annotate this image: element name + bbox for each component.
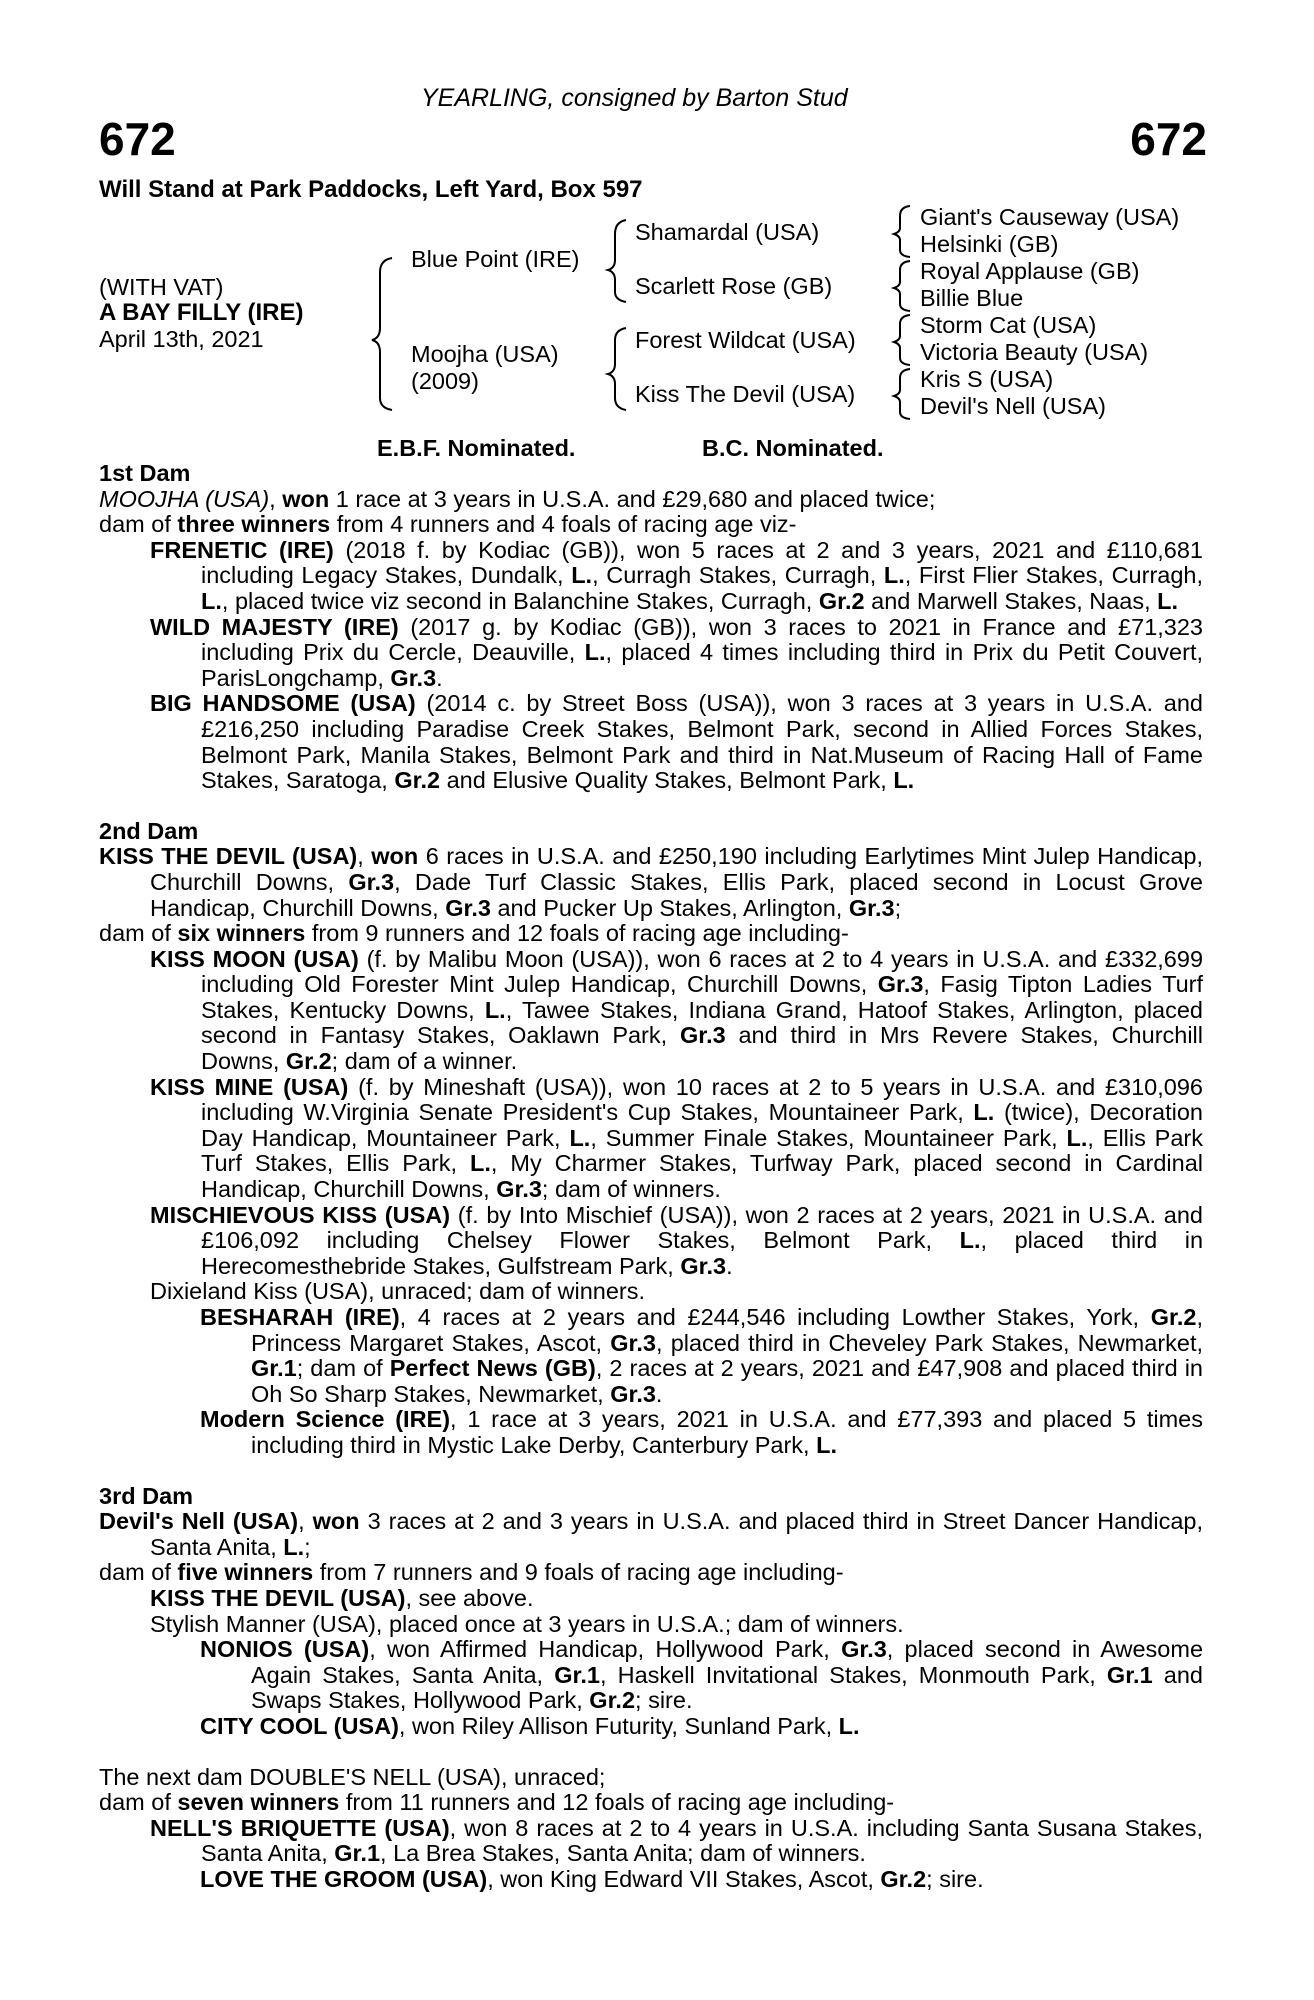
brace-sire (608, 220, 626, 302)
progeny-wild-majesty: WILD MAJESTY (IRE) (2017 g. by Kodiac (GB)), won 3 races to 2021 in France and £71,323 including Prix du Cercle, Deauville, L., placed 4 times including third in Prix du Petit Couvert, ParisLongchamp, Gr.3. (150, 613, 1203, 691)
first-dam-name: MOOJHA (USA) (99, 485, 270, 512)
lot-number-right: 672 (1130, 113, 1207, 165)
progeny-kiss-moon: KISS MOON (USA) (f. by Malibu Moon (USA)), won 6 races at 2 to 4 years in U.S.A. and £332,699 including Old Forester Mint Julep Handicap, Churchill Downs, Gr.3, Fasig Tipton Ladies Turf Stakes, Kentucky Downs, L., Tawee Stakes, Indiana Grand, Hatoof Stakes, Arlington, placed second in Fantasy Stakes, Oaklawn Park, Gr.3 and third in Mrs Revere Stakes, Churchill Downs, Gr.2; dam of a winner. (150, 945, 1204, 1075)
first-dam-heading: 1st Dam (99, 460, 191, 486)
dsd: Victoria Beauty (USA) (920, 339, 1149, 365)
vat-note: (WITH VAT) (99, 274, 224, 300)
progeny-nonios: NONIOS (USA), won Affirmed Handicap, Hollywood Park, Gr.3, placed second in Awesome Again Stakes, Santa Anita, Gr.1, Haskell Invitational Stakes, Monmouth Park, Gr.1 and Swaps Stakes, Hollywood Park, Gr.2; sire. (200, 1636, 1204, 1714)
lot-number-left: 672 (99, 113, 176, 165)
second-dam-heading: 2nd Dam (99, 817, 199, 844)
sire-sire: Shamardal (USA) (635, 219, 820, 245)
progeny-love-the-groom: LOVE THE GROOM (USA), won King Edward VII Stakes, Ascot, Gr.2; sire. (200, 1865, 984, 1892)
dam-sire: Forest Wildcat (USA) (635, 327, 856, 353)
progeny-dixieland-kiss: Dixieland Kiss (USA), unraced; dam of winners. (150, 1278, 646, 1305)
progeny-mischievous-kiss: MISCHIEVOUS KISS (USA) (f. by Into Mischief (USA)), won 2 races at 2 years, 2021 in U.S.A. and £106,092 including Chelsey Flower Stakes, Belmont Park, L., placed third in Herecomesthebride Stakes, Gulfstream Park, Gr.3. (150, 1201, 1204, 1279)
second-dam-line: KISS THE DEVIL (USA), won 6 races in U.S.A. and £250,190 including Earlytimes Mint Julep Handicap, Churchill Downs, Gr.3, Dade Turf Classic Stakes, Ellis Park, placed second in Locust Grove Handicap, Churchill Downs, Gr.3 and Pucker Up Stakes, Arlington, Gr.3; (99, 843, 1203, 921)
progeny-kiss-mine: KISS MINE (USA) (f. by Mineshaft (USA)), won 10 races at 2 to 5 years in U.S.A. and £310,096 including W.Virginia Senate President's Cup Stakes, Mountaineer Park, L. (twice), Decoration Day Handicap, Mountaineer Park, L., Summer Finale Stakes, Mountaineer Park, L., Ellis Park Turf Stakes, Ellis Park, L., My Charmer Stakes, Turfway Park, placed second in Cardinal Handicap, Churchill Downs, Gr.3; dam of winners. (150, 1073, 1204, 1203)
ddd: Devil's Nell (USA) (920, 393, 1106, 419)
sds: Royal Applause (GB) (920, 258, 1140, 284)
next-dam-produce: dam of seven winners from 11 runners and 12 foals of racing age including- (99, 1789, 895, 1816)
brace-dd (894, 369, 910, 419)
third-dam-line: Devil's Nell (USA), won 3 races at 2 and 3 years in U.S.A. and placed third in Street Dancer Handicap, Santa Anita, L.; (99, 1508, 1203, 1560)
progeny-city-cool: CITY COOL (USA), won Riley Allison Futurity, Sunland Park, L. (200, 1712, 860, 1739)
brace-ds (894, 315, 910, 365)
second-dam-produce: dam of six winners from 9 runners and 12 foals of racing age including- (99, 920, 849, 947)
stand-location: Will Stand at Park Paddocks, Left Yard, Box 597 (99, 176, 643, 203)
brace-sd (894, 261, 910, 311)
third-dam-produce: dam of five winners from 7 runners and 9 foals of racing age including- (99, 1559, 844, 1586)
progeny-modern-science: Modern Science (IRE), 1 race at 3 years, 2021 in U.S.A. and £77,393 and placed 5 times including third in Mystic Lake Derby, Canterbury Park, L. (200, 1406, 1204, 1458)
first-dam-line: MOOJHA (USA), won 1 race at 3 years in U.S.A. and £29,680 and placed twice; (99, 485, 936, 512)
consignor-line: YEARLING, consigned by Barton Stud (421, 84, 848, 112)
third-dam-heading: 3rd Dam (99, 1482, 194, 1509)
next-dam-line: The next dam DOUBLE'S NELL (USA), unraced; (99, 1763, 606, 1790)
dam-name: Moojha (USA) (411, 341, 559, 367)
brace-dam (608, 328, 626, 410)
dam-dam: Kiss The Devil (USA) (635, 381, 856, 407)
progeny-nells-briquette: NELL'S BRIQUETTE (USA), won 8 races at 2 to 4 years in U.S.A. including Santa Susana Stakes, Santa Anita, Gr.1, La Brea Stakes, Santa Anita; dam of winners. (150, 1814, 1203, 1867)
progeny-big-handsome: BIG HANDSOME (USA) (2014 c. by Street Boss (USA)), won 3 races at 3 years in U.S.A. and £216,250 including Paradise Creek Stakes, Belmont Park, second in Allied Forces Stakes, Belmont Park, Manila Stakes, Belmont Park and third in Nat.Museum of Racing Hall of Fame Stakes, Saratoga, Gr.2 and Elusive Quality Stakes, Belmont Park, L. (150, 690, 1203, 794)
horse-dob: April 13th, 2021 (99, 326, 264, 352)
ebf-nomination: E.B.F. Nominated. (377, 435, 576, 461)
horse-name: A BAY FILLY (IRE) (99, 299, 304, 326)
progeny-kiss-the-devil: KISS THE DEVIL (USA), see above. (150, 1584, 534, 1611)
dds: Kris S (USA) (920, 366, 1054, 392)
dss: Storm Cat (USA) (920, 312, 1097, 338)
dam-year: (2009) (411, 368, 479, 394)
progeny-frenetic: FRENETIC (IRE) (2018 f. by Kodiac (GB)), won 5 races at 2 and 3 years, 2021 and £110,681 including Legacy Stakes, Dundalk, L., Curragh Stakes, Curragh, L., First Flier Stakes, Curragh, L., placed twice viz second in Balanchine Stakes, Curragh, Gr.2 and Marwell Stakes, Naas, L. (150, 536, 1204, 614)
brace-ss (894, 206, 910, 257)
sdd: Billie Blue (920, 285, 1024, 311)
first-dam-produce: dam of three winners from 4 runners and 4 foals of racing age viz- (99, 511, 797, 538)
brace-main (372, 258, 392, 410)
bc-nomination: B.C. Nominated. (702, 435, 884, 461)
sire-dam: Scarlett Rose (GB) (635, 273, 833, 299)
catalogue-body (99, 461, 1203, 1892)
sire-name: Blue Point (IRE) (411, 246, 580, 272)
progeny-besharah: BESHARAH (IRE), 4 races at 2 years and £244,546 including Lowther Stakes, York, Gr.2, Princess Margaret Stakes, Ascot, Gr.3, placed third in Cheveley Park Stakes, Newmarket, Gr.1; dam of Perfect News (GB), 2 races at 2 years, 2021 and £47,908 and placed third in Oh So Sharp Stakes, Newmarket, Gr.3. (200, 1304, 1204, 1407)
ssd: Helsinki (GB) (920, 231, 1059, 257)
sss: Giant's Causeway (USA) (920, 204, 1180, 230)
progeny-stylish-manner: Stylish Manner (USA), placed once at 3 years in U.S.A.; dam of winners. (150, 1610, 904, 1637)
